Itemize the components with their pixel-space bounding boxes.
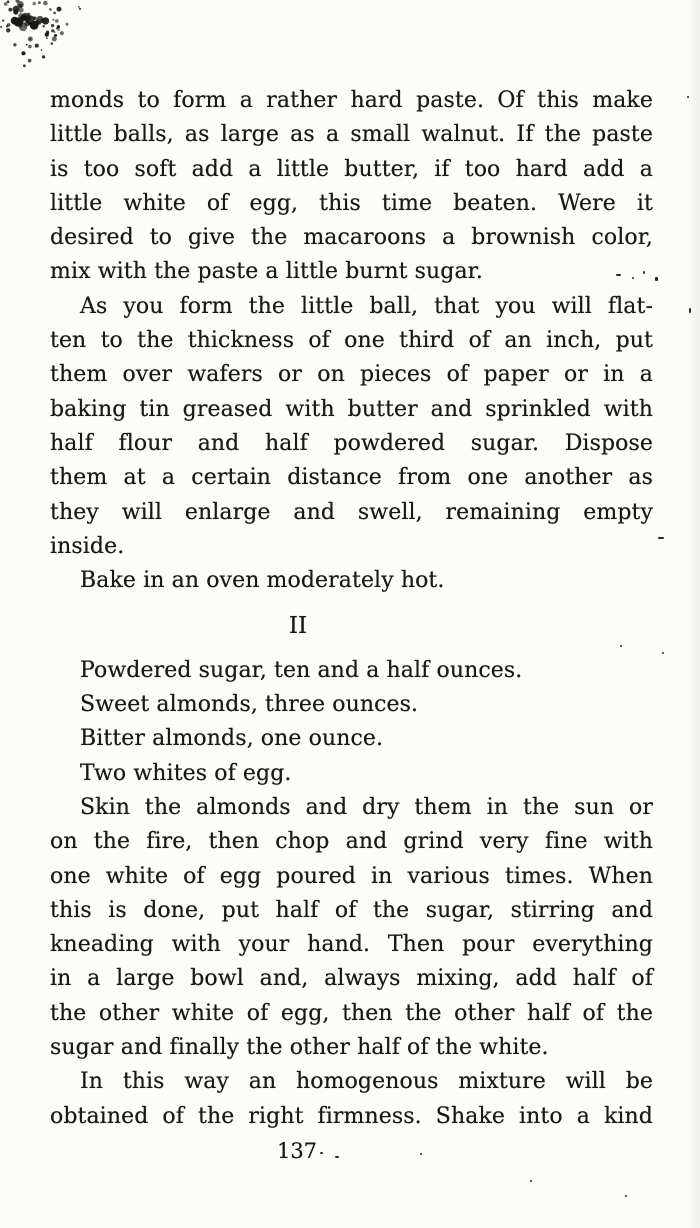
text-line: them over wafers or on pieces of paper or in a [50, 362, 653, 388]
scan-speckle [662, 652, 664, 654]
text-line: is too soft add a little butter, if too hard add a [50, 156, 653, 182]
scan-speckle [335, 1156, 339, 1158]
paragraph-block-2 [50, 654, 653, 1134]
scan-speckle [632, 277, 634, 279]
text-line: Skin the almonds and dry them in the sun or [80, 794, 653, 820]
scan-speckle [643, 271, 645, 274]
text-line: in a large bowl and, always mixing, add half of [50, 966, 653, 992]
scan-speckle [625, 1195, 627, 1197]
text-line: inside. [50, 533, 125, 559]
text-line: ten to the thickness of one third of an inch, put [50, 328, 653, 354]
scan-speckle [420, 1153, 422, 1155]
text-line: Bitter almonds, one ounce. [80, 726, 384, 752]
scan-speckle [616, 274, 621, 276]
text-line: they will enlarge and swell, remaining empty [50, 499, 653, 525]
paragraph-block-1 [50, 84, 653, 598]
text-line: little balls, as large as a small walnut. If the paste [50, 122, 653, 148]
text-line: half flour and half powdered sugar. Dispose [50, 430, 653, 456]
text-line: this is done, put half of the sugar, stirring and [50, 897, 653, 923]
text-line: little white of egg, this time beaten. Were it [50, 190, 653, 216]
scan-speckle [530, 1180, 532, 1182]
page-text [50, 84, 653, 1168]
text-line: Two whites of egg. [80, 760, 292, 786]
scan-speckle [689, 308, 691, 313]
text-line: sugar and finally the other half of the white. [50, 1035, 549, 1061]
scan-speckle [620, 645, 622, 647]
text-line: Bake in an oven moderately hot. [80, 568, 445, 594]
text-line: Sweet almonds, three ounces. [80, 692, 419, 718]
text-line: In this way an homogenous mixture will be [80, 1069, 653, 1095]
text-line: kneading with your hand. Then pour everything [50, 932, 653, 958]
text-line: on the fire, then chop and grind very fine with [50, 829, 653, 855]
text-line: As you form the little ball, that you will flat- [80, 293, 653, 319]
text-line: Powdered sugar, ten and a half ounces. [80, 657, 523, 683]
text-line: the other white of egg, then the other half of the [50, 1000, 653, 1026]
text-line: desired to give the macaroons a brownish color, [50, 225, 653, 251]
section-heading: II [288, 613, 308, 640]
scan-speckle [658, 537, 664, 539]
text-line: one white of egg poured in various times. When [50, 863, 653, 889]
scan-speckle [687, 96, 689, 98]
scan-speckle [655, 277, 658, 281]
text-line: baking tin greased with butter and sprinkled with [50, 396, 653, 422]
text-line: them at a certain distance from one another as [50, 465, 653, 491]
scan-speckle [320, 1152, 323, 1154]
page-number: 137 [276, 1138, 318, 1163]
text-line: mix with the paste a little burnt sugar. [50, 259, 483, 285]
text-line: monds to form a rather hard paste. Of this make [50, 88, 653, 113]
text-line: obtained of the right firmness. Shake into a kind [50, 1103, 653, 1129]
